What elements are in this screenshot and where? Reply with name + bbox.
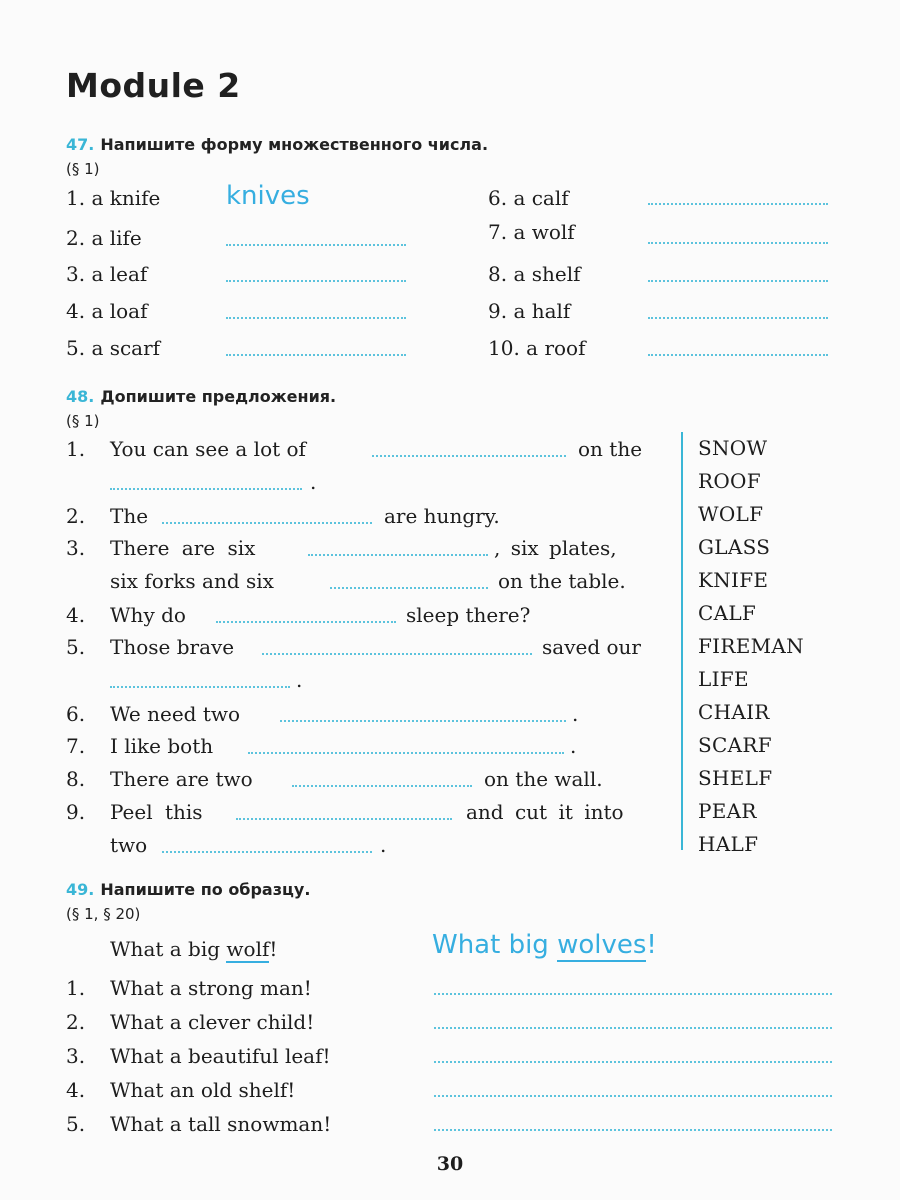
word-box-item: SHELF: [698, 766, 773, 790]
sample-text: !: [269, 937, 278, 961]
page-number: 30: [436, 1153, 464, 1175]
word-box-item: FIREMAN: [698, 634, 804, 658]
page-title: Module 2: [66, 66, 241, 105]
sentence-text: six forks and six: [110, 569, 274, 593]
sentence-text: saved our: [542, 635, 641, 659]
sentence-text: Why do: [110, 603, 186, 627]
ex47-item: 5. a scarf: [66, 336, 161, 360]
sentence-number: 7.: [66, 734, 86, 758]
sentence-number: 8.: [66, 767, 86, 791]
sentence-text: Peel this: [110, 800, 203, 824]
sentence-text: The: [110, 504, 149, 528]
word-box-item: CHAIR: [698, 700, 770, 724]
ex47-item: 4. a loaf: [66, 299, 148, 323]
answer-blank[interactable]: [292, 785, 472, 787]
word-box-item: PEAR: [698, 799, 757, 823]
ex47-item: 2. a life: [66, 226, 142, 250]
exercise-instruction: Напишите по образцу.: [100, 880, 311, 899]
word-box-item: CALF: [698, 601, 757, 625]
sample-sentence: [110, 937, 277, 961]
ex49-item-number: 1.: [66, 976, 86, 1000]
sentence-number: 2.: [66, 504, 86, 528]
ex49-item-number: 4.: [66, 1078, 86, 1102]
sentence-number: 3.: [66, 536, 86, 560]
exercise-instruction: Допишите предложения.: [100, 387, 337, 406]
sentence-text: and cut it into: [466, 800, 624, 824]
ex47-item: 1. a knife: [66, 186, 161, 210]
sentence-text: There are six: [110, 536, 256, 560]
sentence-text: on the wall.: [484, 767, 603, 791]
exercise-48-heading: [66, 387, 336, 406]
sentence-text: Those brave: [110, 635, 235, 659]
answer-blank[interactable]: [648, 354, 828, 356]
answer-blank[interactable]: [434, 1061, 832, 1063]
handwritten-sample-answer: [432, 930, 657, 960]
sentence-text: , six plates,: [494, 536, 617, 560]
handwritten-answer: knives: [226, 181, 310, 211]
exercise-reference: (§ 1): [66, 412, 100, 430]
exercise-number: 49.: [66, 880, 95, 899]
answer-blank[interactable]: [226, 354, 406, 356]
answer-blank[interactable]: [262, 653, 532, 655]
ex47-item: 8. a shelf: [488, 262, 581, 286]
exercise-instruction: Напишите форму множественного числа.: [100, 135, 489, 154]
answer-blank[interactable]: [308, 554, 488, 556]
exercise-reference: (§ 1, § 20): [66, 905, 141, 923]
answer-blank[interactable]: [226, 317, 406, 319]
ex47-item: 10. a roof: [488, 336, 586, 360]
sentence-text: .: [380, 833, 387, 857]
sentence-text: There are two: [110, 767, 253, 791]
sample-answer-underlined-word: wolves: [557, 930, 647, 960]
answer-blank[interactable]: [648, 280, 828, 282]
sentence-text: .: [570, 734, 577, 758]
answer-blank[interactable]: [110, 488, 302, 490]
answer-blank[interactable]: [330, 587, 488, 589]
word-box-item: HALF: [698, 832, 759, 856]
ex49-item-text: What a tall snowman!: [110, 1112, 332, 1136]
answer-blank[interactable]: [648, 203, 828, 205]
sentence-text: on the: [578, 437, 643, 461]
answer-blank[interactable]: [434, 1095, 832, 1097]
sentence-number: 6.: [66, 702, 86, 726]
answer-blank[interactable]: [110, 686, 290, 688]
word-box-item: LIFE: [698, 667, 749, 691]
answer-blank[interactable]: [162, 522, 372, 524]
ex49-item-number: 3.: [66, 1044, 86, 1068]
sentence-text: .: [296, 668, 303, 692]
word-box-item: SNOW: [698, 436, 768, 460]
answer-blank[interactable]: [216, 621, 396, 623]
ex49-item-number: 2.: [66, 1010, 86, 1034]
answer-blank[interactable]: [280, 720, 566, 722]
word-box-item: GLASS: [698, 535, 771, 559]
sentence-text: .: [572, 702, 579, 726]
ex49-item-text: What a clever child!: [110, 1010, 315, 1034]
sentence-number: 5.: [66, 635, 86, 659]
ex47-item: 6. a calf: [488, 186, 569, 210]
sample-answer-text: !: [646, 930, 657, 960]
sentence-number: 1.: [66, 437, 86, 461]
ex47-item: 7. a wolf: [488, 220, 575, 244]
exercise-number: 47.: [66, 135, 95, 154]
exercise-number: 48.: [66, 387, 95, 406]
ex49-item-text: What an old shelf!: [110, 1078, 296, 1102]
answer-blank[interactable]: [248, 752, 564, 754]
sentence-text: on the table.: [498, 569, 626, 593]
sample-text: What a big: [110, 937, 221, 961]
answer-blank[interactable]: [226, 280, 406, 282]
answer-blank[interactable]: [648, 317, 828, 319]
answer-blank[interactable]: [162, 851, 372, 853]
ex49-item-text: What a beautiful leaf!: [110, 1044, 331, 1068]
sentence-text: .: [310, 470, 317, 494]
sentence-text: You can see a lot of: [110, 437, 306, 461]
sample-underlined-word: wolf: [226, 937, 270, 961]
word-box-item: SCARF: [698, 733, 772, 757]
answer-blank[interactable]: [236, 818, 452, 820]
exercise-47-heading: [66, 135, 488, 154]
word-box-item: WOLF: [698, 502, 764, 526]
exercise-49-heading: [66, 880, 310, 899]
exercise-reference: (§ 1): [66, 160, 100, 178]
sentence-text: two: [110, 833, 148, 857]
answer-blank[interactable]: [434, 1027, 832, 1029]
answer-blank[interactable]: [648, 242, 828, 244]
sentence-text: are hungry.: [384, 504, 500, 528]
ex47-item: 3. a leaf: [66, 262, 148, 286]
answer-blank[interactable]: [434, 1129, 832, 1131]
word-box-item: KNIFE: [698, 568, 769, 592]
ex49-item-text: What a strong man!: [110, 976, 312, 1000]
sentence-number: 9.: [66, 800, 86, 824]
ex47-item: 9. a half: [488, 299, 571, 323]
answer-blank[interactable]: [226, 244, 406, 246]
sentence-text: sleep there?: [406, 603, 531, 627]
word-box-divider: [681, 432, 683, 850]
word-box-item: ROOF: [698, 469, 761, 493]
ex49-item-number: 5.: [66, 1112, 86, 1136]
sentence-number: 4.: [66, 603, 86, 627]
sentence-text: I like both: [110, 734, 214, 758]
answer-blank[interactable]: [372, 455, 566, 457]
sample-answer-text: What big: [432, 930, 549, 960]
answer-blank[interactable]: [434, 993, 832, 995]
sentence-text: We need two: [110, 702, 241, 726]
